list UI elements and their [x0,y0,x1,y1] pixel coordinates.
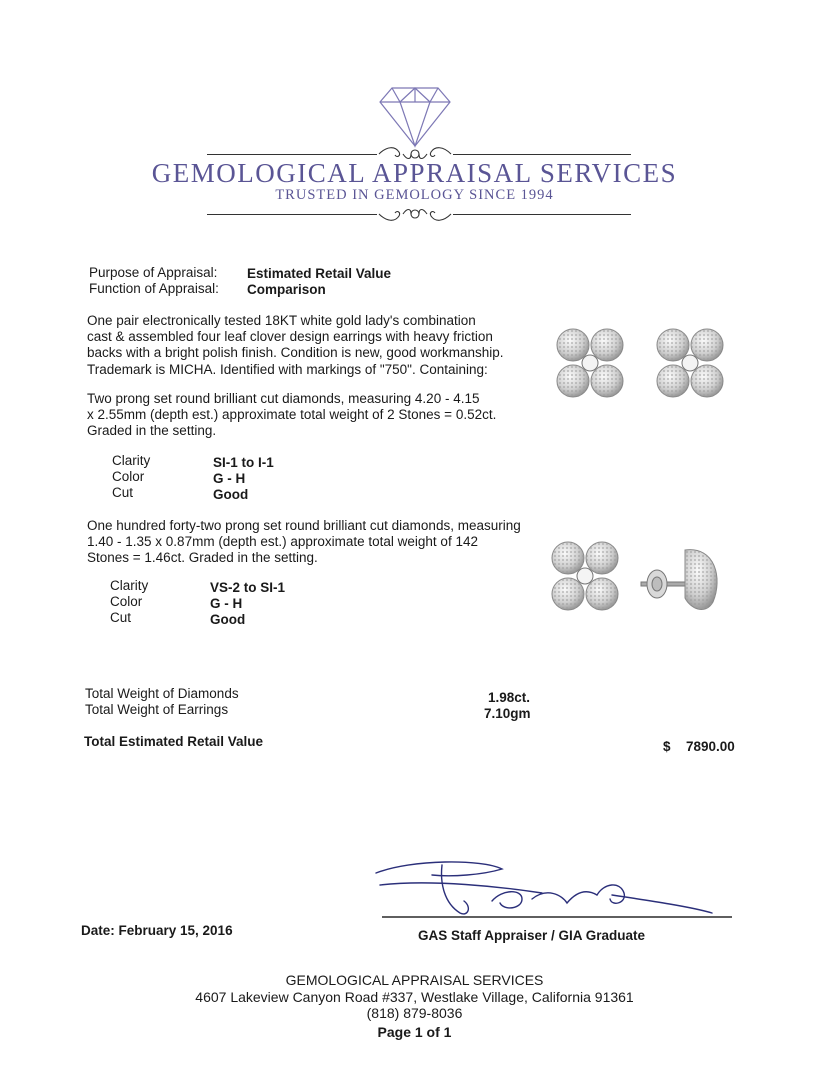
stone-1-line: x 2.55mm (depth est.) approximate total weight of 2 Stones = 0.52ct. [87,407,497,423]
stone-1-line: Two prong set round brilliant cut diamonds, measuring 4.20 - 4.15 [87,391,480,406]
stone-2-line: 1.40 - 1.35 x 0.87mm (depth est.) approximate total weight of 142 [87,534,478,550]
item-description [87,313,503,378]
total-earrings-label: Total Weight of Earrings [85,702,229,717]
appraiser-signature [372,855,737,927]
total-diamonds-value: 1.98ct. [488,690,531,705]
stone-2-color-label: Color [110,594,143,609]
stone-group-1-description [87,391,496,440]
stone-1-color-value: G - H [213,471,246,486]
stone-2-line: Stones = 1.46ct. Graded in the setting. [87,550,318,566]
earring-side-photo [545,538,745,618]
total-diamonds-label: Total Weight of Diamonds [85,686,239,701]
earring-front-photo [550,325,730,405]
page-number: Page 1 of 1 [377,1024,452,1040]
total-retail-value: 7890.00 [686,739,735,754]
header-rule-bottom [207,214,377,215]
stone-group-2-description [87,518,521,567]
stone-1-cut-label: Cut [112,485,134,500]
appraisal-date: Date: February 15, 2016 [81,923,233,938]
company-tagline: TRUSTED IN GEMOLOGY SINCE 1994 [275,187,554,203]
total-retail-label: Total Estimated Retail Value [84,734,264,749]
flourish-ornament-bottom-icon [377,204,453,224]
header-rule-top-right [453,154,631,155]
description-line: cast & assembled four leaf clover design earrings with heavy friction [87,329,493,345]
stone-2-clarity-value: VS-2 to SI-1 [210,580,286,595]
earring-flower-front [552,542,618,610]
stone-1-clarity-label: Clarity [112,453,151,468]
stone-1-clarity-value: SI-1 to I-1 [213,455,274,470]
stone-1-line: Graded in the setting. [87,423,217,439]
stone-2-line: One hundred forty-two prong set round brilliant cut diamonds, measuring [87,518,521,533]
function-label: Function of Appraisal: [89,281,219,296]
description-line: One pair electronically tested 18KT white gold lady's combination [87,313,476,328]
earring-side-profile [641,550,717,610]
stone-2-color-value: G - H [210,596,243,611]
footer-phone: (818) 879-8036 [366,1005,463,1021]
function-value: Comparison [247,282,326,297]
footer-company: GEMOLOGICAL APPRAISAL SERVICES [285,972,544,988]
currency-symbol: $ [663,739,671,754]
stone-1-cut-value: Good [213,487,249,502]
company-name: GEMOLOGICAL APPRAISAL SERVICES [151,158,678,188]
stone-2-clarity-label: Clarity [110,578,149,593]
diamond-logo-icon [378,86,452,148]
purpose-value: Estimated Retail Value [247,266,392,281]
description-line: Trademark is MICHA. Identified with markings of "750". Containing: [87,361,488,377]
total-earrings-value: 7.10gm [484,706,531,721]
purpose-label: Purpose of Appraisal: [89,265,218,280]
header-rule-top [207,154,377,155]
stone-2-cut-label: Cut [110,610,132,625]
earring-right-flower [657,329,723,397]
earring-left-flower [557,329,623,397]
stone-1-color-label: Color [112,469,145,484]
header-rule-bottom-right [453,214,631,215]
appraiser-title: GAS Staff Appraiser / GIA Graduate [418,928,646,943]
description-line: backs with a bright polish finish. Condition is new, good workmanship. [87,345,504,361]
footer-address: 4607 Lakeview Canyon Road #337, Westlake Village, California 91361 [195,989,634,1005]
stone-2-cut-value: Good [210,612,246,627]
